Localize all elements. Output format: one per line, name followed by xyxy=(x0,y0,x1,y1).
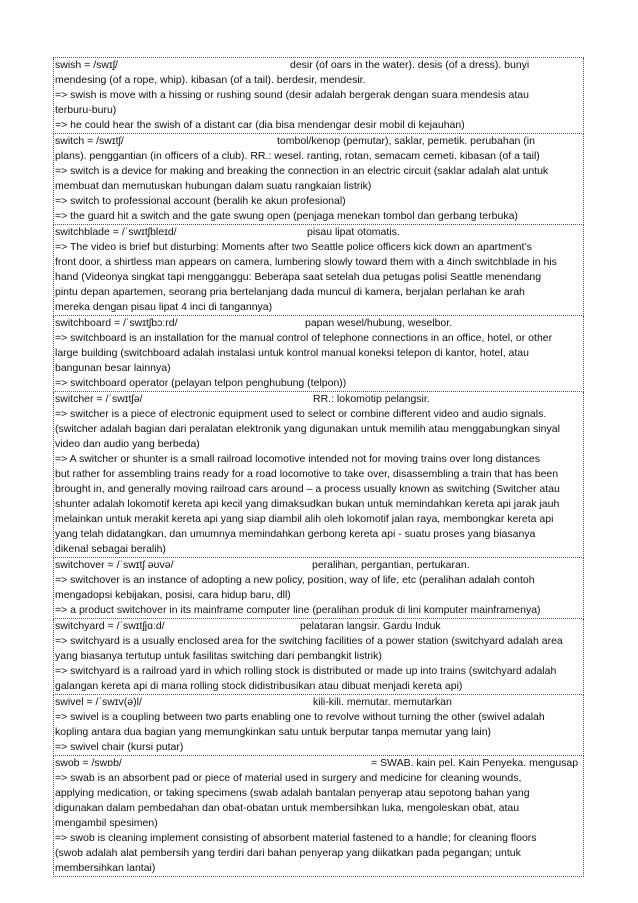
entry-headline xyxy=(55,619,582,634)
translation: desir (of oars in the water). desis (of a dress). bunyi xyxy=(290,59,530,71)
entry-headline xyxy=(55,756,582,771)
entry-line: (switcher adalah bagian dari peralatan elektronik yang digunakan untuk memilih atau menggabungkan sinyal xyxy=(55,423,560,435)
entry-switchyard xyxy=(53,619,584,695)
dictionary-entries xyxy=(53,57,584,877)
headword: switchboard = /ˈswɪtʃbɔːrd/ xyxy=(55,317,178,329)
headword: swivel = /ˈswɪv(ə)l/ xyxy=(55,696,142,708)
headword: swish = /swɪʃ/ xyxy=(55,59,118,71)
translation: pisau lipat otomatis. xyxy=(307,226,400,238)
entry-line: yang biasanya tertutup untuk fasilitas switching dari pembangkit listrik) xyxy=(55,650,382,662)
entry-headline xyxy=(55,695,582,710)
entry-line: yang telah didatangkan, dan umumnya memindahkan gerbong kereta api - suatu proses yang biasanya xyxy=(55,528,536,540)
entry-line: => switch to professional account (beralih ke akun profesional) xyxy=(55,195,346,207)
entry-line: brought in, and generally moving railroad cars around – a process usually known as switching (Switcher atau xyxy=(55,483,560,495)
entry-switchboard xyxy=(53,316,584,392)
translation: = SWAB. kain pel. Kain Penyeka. mengusap xyxy=(371,757,579,769)
translation: tombol/kenop (pemutar), saklar, pemetik. perubahan (in xyxy=(277,135,535,147)
translation: RR.: lokomotip pelangsir. xyxy=(313,393,430,405)
entry-line: terburu-buru) xyxy=(55,104,117,116)
entry-line: => swivel chair (kursi putar) xyxy=(55,741,184,753)
entry-line: => a product switchover in its mainframe computer line (peralihan produk di lini komputer mainframenya) xyxy=(55,604,541,616)
entry-switchblade xyxy=(53,225,584,316)
entry-line: melainkan untuk merakit kereta api yang siap diambil alih oleh lokomotif jalan raya, membongkar kereta api xyxy=(55,513,554,525)
headword: switchyard = /ˈswɪtʃjɑːd/ xyxy=(55,620,165,632)
entry-line: video dan audio yang berbeda) xyxy=(55,438,200,450)
entry-line: but rather for assembling trains ready for a road locomotive to take over, disassembling a train that has been xyxy=(55,468,559,480)
entry-line: pintu depan apartemen, seorang pria bertelanjang dada muncul di kamera, berjalan perlahan ke arah xyxy=(55,286,525,298)
entry-line: (swob adalah alat pembersih yang terdiri dari bahan penyerap yang diikatkan pada pegangan; untuk xyxy=(55,847,521,859)
entry-switchover xyxy=(53,558,584,619)
headword: switcher = /ˈswɪtʃə/ xyxy=(55,393,143,405)
entry-line: => switchyard is a railroad yard in which rolling stock is distributed or made up into trains (switchyard adalah xyxy=(55,665,557,677)
entry-swivel xyxy=(53,695,584,756)
headword: switch = /swɪtʃ/ xyxy=(55,135,124,147)
entry-headline xyxy=(55,558,582,573)
entry-line: mereka dengan pisau lipat 4 inci di tangannya) xyxy=(55,301,273,313)
translation: kili-kili. memutar. memutarkan xyxy=(313,696,452,708)
entry-line: => The video is brief but disturbing: Moments after two Seattle police officers kick down an apartment’s xyxy=(55,241,532,253)
entry-line: shunter adalah lokomotif kereta api kecil yang dimaksudkan bukan untuk memindahkan kereta api jarak jauh xyxy=(55,498,560,510)
entry-line: applying medication, or taking specimens (swab adalah bantalan penyerap atau sepotong bahan yang xyxy=(55,787,530,799)
entry-line: plans). penggantian (in officers of a club). RR.: wesel. ranting, rotan, semacam cemeti. kibasan (of a tail) xyxy=(55,150,540,162)
entry-line: => A switcher or shunter is a small railroad locomotive intended not for moving trains over long distances xyxy=(55,453,540,465)
entry-line: membersihkan lantai) xyxy=(55,862,156,874)
entry-headline xyxy=(55,316,582,331)
entry-line: bangunan besar lainnya) xyxy=(55,362,171,374)
entry-line: => switchboard is an installation for the manual control of telephone connections in an office, hotel, or other xyxy=(55,332,553,344)
entry-line: => switch is a device for making and breaking the connection in an electric circuit (saklar adalah alat untuk xyxy=(55,165,549,177)
entry-line: hand (Videonya singkat tapi mengganggu: Beberapa saat setelah dua petugas polisi Seattle menendang xyxy=(55,271,542,283)
headword: switchblade = /ˈswɪtʃbleɪd/ xyxy=(55,226,177,238)
entry-headline xyxy=(55,392,582,407)
entry-headline xyxy=(55,58,582,73)
entry-headline xyxy=(55,134,582,149)
entry-line: => he could hear the swish of a distant car (dia bisa mendengar desir mobil di kejauhan) xyxy=(55,119,465,131)
translation: pelataran langsir. Gardu Induk xyxy=(300,620,441,632)
entry-line: dikenal sebagai beralih) xyxy=(55,543,166,555)
entry-headline xyxy=(55,225,582,240)
entry-line: => swish is move with a hissing or rushing sound (desir adalah bergerak dengan suara mendesis atau xyxy=(55,89,529,101)
entry-line: => switchboard operator (pelayan telpon penghubung (telpon)) xyxy=(55,377,347,389)
headword: swob = /swɒb/ xyxy=(55,757,122,769)
entry-line: membuat dan memutuskan hubungan dalam suatu rangkaian listrik) xyxy=(55,180,372,192)
entry-line: galangan kereta api di mana rolling stock didistribusikan atau dibuat menjadi kereta api) xyxy=(55,680,463,692)
entry-line: kopling antara dua bagian yang memungkinkan satu untuk berputar tanpa memutar yang lain) xyxy=(55,726,492,738)
entry-line: large building (switchboard adalah instalasi untuk kontrol manual koneksi telepon di kantor, hotel, atau xyxy=(55,347,529,359)
entry-line: => switchyard is a usually enclosed area for the switching facilities of a power station (switchyard adalah area xyxy=(55,635,563,647)
entry-swob xyxy=(53,756,584,877)
entry-line: digunakan dalam pembedahan dan obat-obatan untuk membersihkan luka, mengoleskan obat, atau xyxy=(55,802,520,814)
entry-line: => swob is cleaning implement consisting of absorbent material fastened to a handle; for cleaning floors xyxy=(55,832,537,844)
entry-line: mengambil spesimen) xyxy=(55,817,158,829)
entry-line: => swab is an absorbent pad or piece of material used in surgery and medicine for cleaning wounds, xyxy=(55,772,522,784)
entry-line: => swivel is a coupling between two parts enabling one to revolve without turning the other (swivel adalah xyxy=(55,711,545,723)
translation: peralihan, pergantian, pertukaran. xyxy=(312,559,470,571)
entry-line: mengadopsi kebijakan, posisi, cara hidup baru, dll) xyxy=(55,589,291,601)
entry-line: => the guard hit a switch and the gate swung open (penjaga menekan tombol dan gerbang terbuka) xyxy=(55,210,518,222)
entry-line: mendesing (of a rope, whip). kibasan (of a tail). berdesir, mendesir. xyxy=(55,74,366,86)
entry-line: => switcher is a piece of electronic equipment used to select or combine different video and audio signals. xyxy=(55,408,547,420)
headword: switchover = /ˈswɪtʃ əʊvə/ xyxy=(55,559,174,571)
entry-switcher xyxy=(53,392,584,558)
translation: papan wesel/hubung, weselbor. xyxy=(305,317,453,329)
entry-switch xyxy=(53,134,584,225)
entry-line: front door, a shirtless man appears on camera, lumbering slowly toward them with a 4inch switchblade in his xyxy=(55,256,557,268)
entry-line: => switchover is an instance of adopting a new policy, position, way of life, etc (peralihan adalah contoh xyxy=(55,574,535,586)
entry-swish xyxy=(53,58,584,134)
